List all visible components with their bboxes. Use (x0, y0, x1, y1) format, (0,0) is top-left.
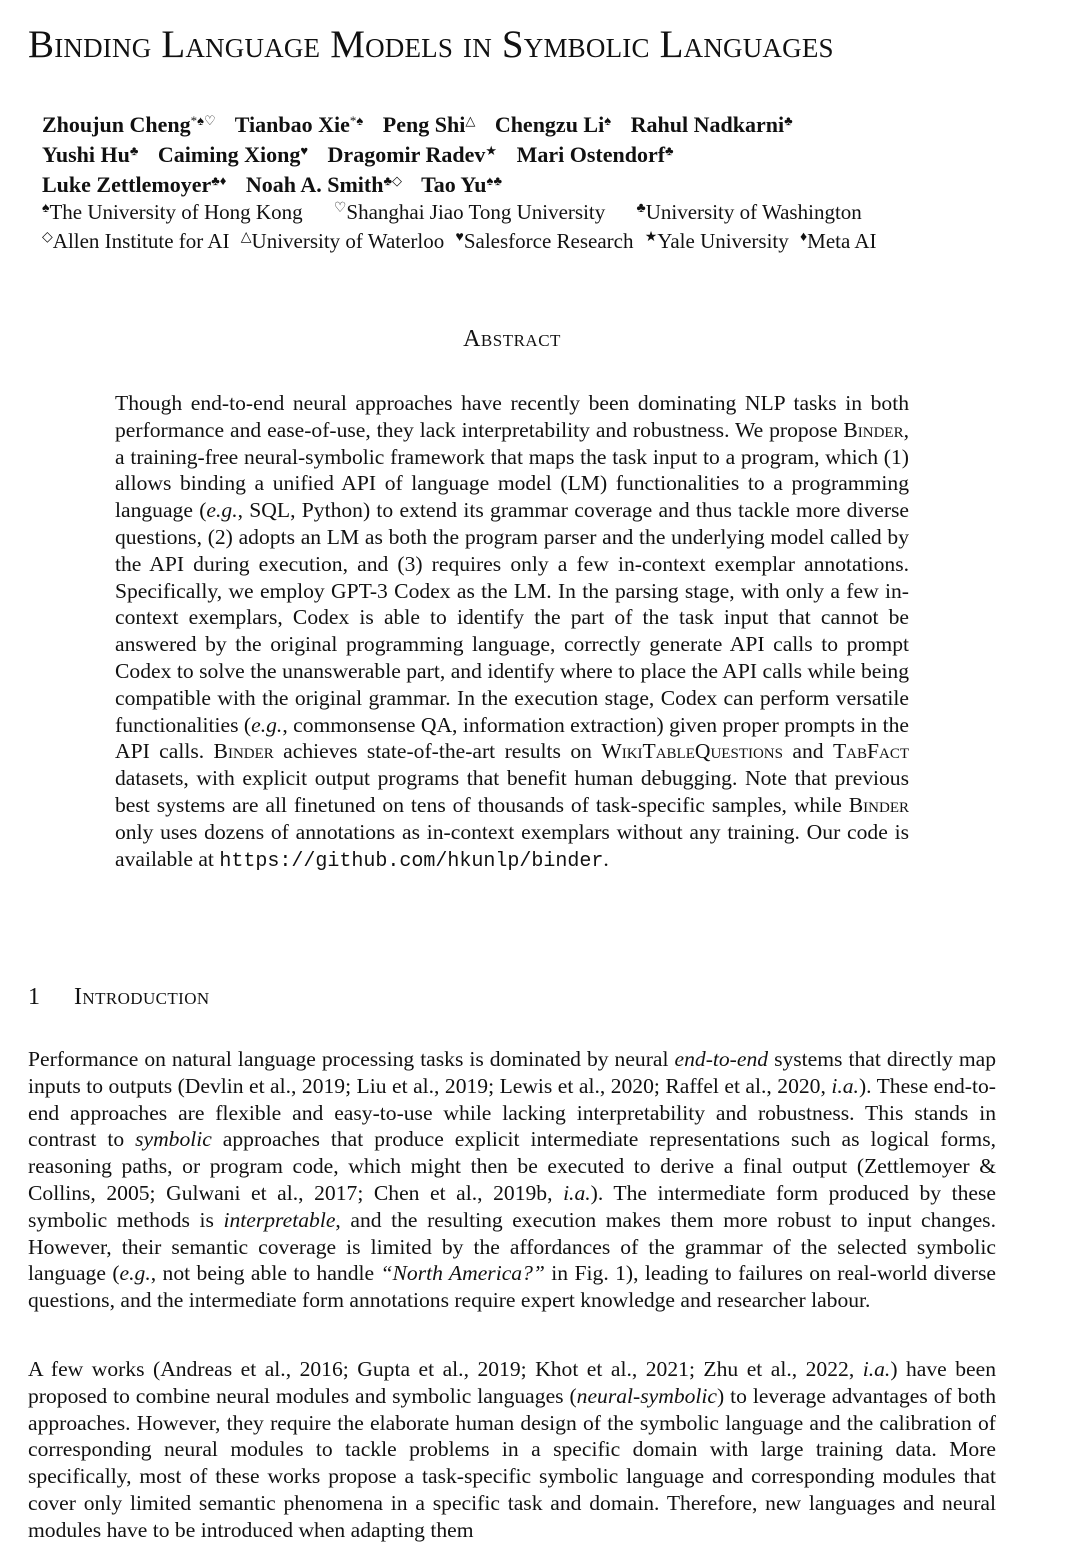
author-name: Rahul Nadkarni (630, 112, 785, 137)
author-name: Dragomir Radev (327, 142, 486, 167)
author-marks: ♠♣ (486, 173, 502, 188)
author (495, 112, 611, 137)
affiliation-name: Yale University (657, 229, 789, 253)
author-name: Tianbao Xie (234, 112, 350, 137)
author (383, 112, 476, 137)
author-name: Mari Ostendorf (516, 142, 666, 167)
author-marks: ★ (485, 143, 498, 158)
dataset-name: TabFact (832, 739, 909, 764)
abstract-text: and (782, 739, 833, 764)
paragraph-text: , and the resulting execution makes them more robust to input changes. However, their semantic coverage is limited by the affordances of the grammar of the selected symbolic language ( (28, 1207, 996, 1286)
author (42, 142, 138, 167)
author-marks: ♣ (129, 143, 139, 158)
author-marks: *♠♡ (190, 113, 216, 128)
author-list (42, 110, 1052, 200)
author (235, 112, 364, 137)
author (42, 172, 226, 197)
system-name: Binder (848, 792, 909, 817)
abstract-body (115, 390, 909, 875)
author-name: Zhoujun Cheng (42, 112, 191, 137)
author (158, 142, 308, 167)
code-url-link[interactable]: https://github.com/hkunlp/binder (219, 849, 604, 873)
affiliation (42, 229, 230, 253)
affiliation (456, 229, 634, 253)
section-title: Introduction (74, 984, 210, 1010)
affiliation (334, 200, 605, 224)
paragraph-text: in Fig. 1), leading to failures on real-world diverse questions, and the intermediate form annotations require expert knowledge and researcher labour. (28, 1261, 996, 1313)
paper-title: Binding Language Models in Symbolic Languages (28, 23, 834, 66)
author-name: Yushi Hu (42, 142, 130, 167)
affiliation-mark: ♣ (636, 201, 646, 216)
affiliation-mark: ♡ (333, 201, 347, 216)
author-name: Tao Yu (421, 172, 487, 197)
affiliation-name: University of Washington (645, 200, 862, 224)
abstract-text: , commonsense QA, information extraction) given proper prompts in the API calls. (115, 712, 909, 764)
paragraph-text-italic: neural-symbolic (576, 1383, 717, 1408)
quoted-example: “North America?” (380, 1261, 545, 1286)
author-marks: ♥ (300, 143, 309, 158)
paragraph-text: systems that directly map inputs to outputs (Devlin et al., 2019; Liu et al., 2019; Lewis et al., 2020; Raffel et al., 2020, (28, 1047, 996, 1098)
affiliation-mark: ★ (644, 230, 658, 245)
affiliation (42, 200, 303, 224)
affiliation-name: The University of Hong Kong (49, 200, 303, 224)
abstract-text: . (603, 846, 609, 871)
affiliation-name: University of Waterloo (251, 229, 445, 253)
affiliation-name: Meta AI (807, 229, 877, 253)
section-number: 1 (28, 984, 40, 1010)
author-line-1 (42, 110, 1052, 140)
author-marks: ♣♦ (211, 173, 227, 188)
paragraph-text: Performance on natural language processing tasks is dominated by neural (28, 1047, 675, 1071)
author-marks: ♠ (604, 113, 612, 128)
abstract-text: only uses dozens of annotations as in-context exemplars without any training. Our code is available at (115, 819, 909, 871)
abstract-text: Though end-to-end neural approaches have recently been dominating NLP tasks in both performance and ease-of-use, they lack interpretability and robustness. We propose (115, 391, 909, 442)
author-line-2 (42, 140, 1052, 170)
affiliation-name: Salesforce Research (463, 229, 634, 253)
author-marks: ♣ (665, 143, 674, 158)
abstract-heading: Abstract (463, 326, 561, 352)
paragraph-text-italic: i.a. (862, 1357, 891, 1381)
author-marks: *♠ (349, 113, 364, 128)
system-name: Binder (213, 739, 274, 764)
abstract-text-italic: e.g. (251, 712, 283, 737)
author (42, 112, 216, 137)
abstract-text: , SQL, Python) to extend its grammar coverage and thus tackle more diverse questions, (2) adopts an LM as both the program parser and the underlying model called by the API during execution, and (3) requires only a few in-context exemplar annotations. Specifically, we employ GPT-3 Codex as the LM. In the parsing stage, with only a few in-context exemplars, Codex is able to identify the part of the task input that cannot be answered by the original programming language, correctly generate API calls to prompt Codex to solve the unanswerable part, and identify where to place the API calls while being compatible with the original grammar. In the execution stage, Codex can perform versatile functionalities ( (115, 498, 910, 737)
author-name: Noah A. Smith (245, 172, 384, 197)
author (631, 112, 793, 137)
intro-paragraph-1 (28, 1046, 996, 1314)
author-name: Caiming Xiong (157, 142, 301, 167)
author (517, 142, 674, 167)
intro-paragraph-2 (28, 1356, 996, 1544)
affiliation (637, 200, 862, 224)
section-heading (28, 984, 628, 1011)
abstract-text: achieves state-of-the-art results on (273, 739, 602, 764)
paragraph-text-italic: e.g. (119, 1261, 151, 1286)
paragraph-text: A few works (Andreas et al., 2016; Gupta et al., 2019; Khot et al., 2021; Zhu et al., 2022, (28, 1357, 863, 1381)
abstract-text: , a training-free neural-symbolic framework that maps the task input to a program, which (1) allows binding a unified API of language model (LM) functionalities to a programming language ( (115, 417, 909, 523)
author (246, 172, 402, 197)
paragraph-text: ) to leverage advantages of both approaches. However, they require the elaborate human design of the symbolic language and the calibration of corresponding neural modules to tackle problems in a specific domain with large training data. More specifically, most of these works propose a task-specific symbolic language and corresponding modules that cover only limited semantic phenomena in a specific task and domain. Therefore, new languages and neural modules have to be introduced when adapting them (28, 1383, 996, 1542)
paragraph-text-italic: symbolic (135, 1127, 212, 1152)
affiliation (800, 229, 877, 253)
author-name: Peng Shi (382, 112, 466, 137)
paragraph-text-italic: end-to-end (674, 1047, 769, 1071)
affiliation-mark: △ (240, 230, 252, 245)
affiliation-mark: ♥ (455, 230, 464, 245)
affiliation-line-2 (42, 227, 1052, 256)
affiliation-name: Allen Institute for AI (52, 229, 230, 253)
paragraph-text: ) have been proposed to combine neural modules and symbolic languages ( (28, 1357, 997, 1408)
affiliation-line-1 (42, 198, 1052, 227)
affiliation-mark: ◇ (42, 230, 53, 245)
abstract-text-italic: e.g. (206, 498, 238, 523)
affiliation-list (42, 198, 1052, 256)
abstract-text: datasets, with explicit output programs that benefit human debugging. Note that previous best systems are all finetuned on tens of thousands of task-specific samples, while (115, 766, 909, 817)
author-name: Luke Zettlemoyer (42, 172, 212, 197)
paragraph-text: ). These end-to-end approaches are flexible and easy-to-use while lacking interpretability and robustness. This stands in contrast to (28, 1073, 996, 1152)
paragraph-text: approaches that produce explicit intermediate representations such as logical forms, reasoning paths, or program code, which might then be executed to derive a final output (Zettlemoyer & Collins, 2005; Gulwani et al., 2017; Chen et al., 2019b, (28, 1127, 996, 1205)
author (328, 142, 498, 167)
author-line-3 (42, 170, 1052, 200)
paragraph-text-italic: interpretable (223, 1207, 336, 1232)
system-name: Binder (843, 417, 904, 442)
affiliation (241, 229, 445, 253)
author-marks: △ (465, 113, 476, 128)
author-marks: ♣◇ (383, 173, 402, 188)
affiliation (645, 229, 789, 253)
author-marks: ♣ (784, 113, 793, 128)
author-name: Chengzu Li (494, 112, 605, 137)
author (421, 172, 502, 197)
affiliation-mark: ♦ (800, 230, 808, 245)
affiliation-mark: ♠ (42, 201, 50, 216)
affiliation-name: Shanghai Jiao Tong University (346, 200, 606, 224)
paragraph-text-italic: i.a. (831, 1073, 859, 1098)
dataset-name: WikiTableQuestions (601, 739, 783, 764)
paragraph-text: , not being able to handle (150, 1261, 381, 1286)
paragraph-text-italic: i.a. (563, 1180, 591, 1205)
paragraph-text: ). The intermediate form produced by these symbolic methods is (28, 1180, 996, 1232)
